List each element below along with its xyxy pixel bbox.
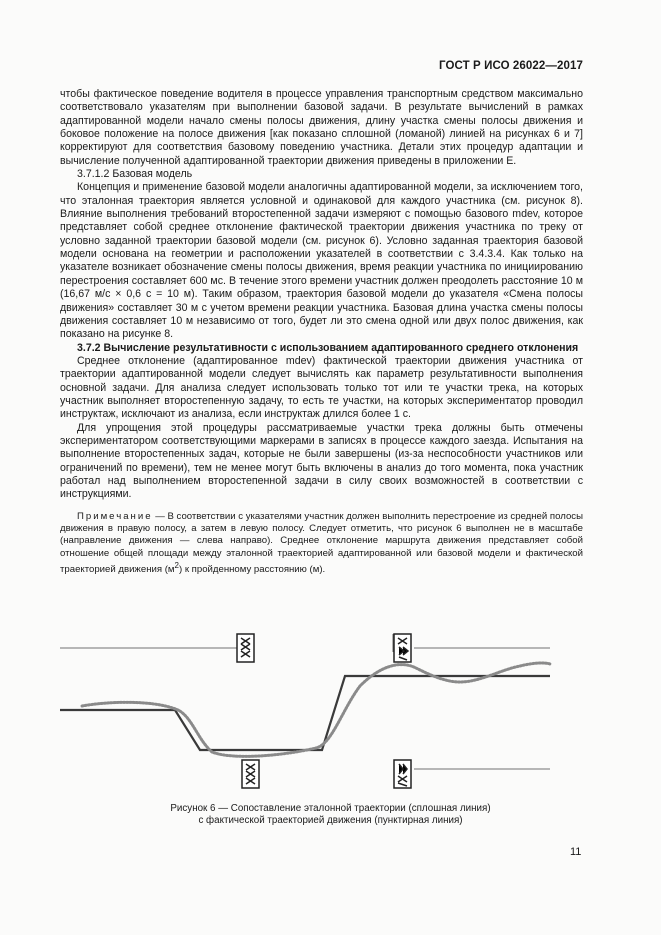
- sign-top-right: [393, 634, 550, 662]
- paragraph-mean-deviation: Среднее отклонение (адаптированное mdev) фактической траектории движения участника от траектории адаптированной модели следует вычислять как параметр результативности выполнения основной задачи. Для анализа следует использовать только тот или те участки трека, на которых участник выполняет второстепенную задачу, то есть те участки, на которых экспериментатор проводил инструктаж, исключают из анализа, если инструктаж длился более 1 с.: [60, 354, 583, 421]
- sign-bottom-left: [242, 760, 259, 788]
- note-text-a: В соответствии с указателями участник должен выполнить перестроение из средней полосы движения в правую полосу, а затем в левую полосу. Следует отметить, что рисунок 6 выполнен не в масштабе (направление движения — слева направо). Среднее отклонение маршрута движения представляет собой отношение общей площади между эталонной траекторией адаптированной или базовой модели и фактической траекторией движения (м: [60, 510, 583, 576]
- note-dash: —: [152, 510, 168, 522]
- caption-line-2: с фактической траекторией движения (пунктирная линия): [198, 815, 463, 827]
- figure-caption: [0, 803, 661, 828]
- figure-6-trajectory-diagram: [60, 630, 600, 810]
- body-text: [60, 88, 583, 577]
- section-heading-372: 3.7.2 Вычисление результативности с использованием адаптированного среднего отклонения: [77, 341, 579, 354]
- caption-line-1: Рисунок 6 — Сопоставление эталонной траектории (сплошная линия): [170, 803, 491, 814]
- page-number: 11: [570, 846, 582, 858]
- paragraph-procedure: Для упрощения этой процедуры рассматриваемые участки трека должны быть отмечены экспериментатором соответствующими маркерами в записях в процессе каждого заезда. Испытания на выполнение второстепенных задач, которые не были завершены (из-за неспособности участников или ограничений по времени), тем не менее могут быть включены в анализ до того момента, пока участник работал над выполнением второстепенной задачи в силу своих возможностей в соответствии с инструкциями.: [60, 421, 583, 501]
- paragraph-basic-model: Концепция и применение базовой модели аналогичны адаптированной модели, за исключением того, что эталонная траектория является условной и одинаковой для каждого участника (см. рисунок 8). Влияние выполнения требований второстепенной задачи измеряют с помощью базового mdev, которое представляет собой среднее отклонение фактической траектории движения участника по треку от условно заданной траектории базовой модели (см. рисунок 6). Условно заданная траектория базовой модели основана на геометрии и расположении указателей в соответствии с 3.4.3.4. Как только на указателе возникает обозначение смены полосы движения, время реакции участника по инициированию перестроения составляет 600 мс. В течение этого времени участник должен преодолеть расстояние 10 м (16,67 м/с × 0,6 с = 10 м). Таким образом, траектория базовой модели до указателя «Смена полосы движения» составляет 30 м с учетом времени реакции участника. Базовая длина участка смены полосы движения составляет 10 м независимо от того, будет ли это смена одной или двух полос движения, как показано на рисунке 8.: [60, 181, 583, 341]
- sign-top-left: [60, 634, 254, 662]
- subsection-heading-basic-model: 3.7.1.2 Базовая модель: [77, 168, 193, 181]
- note-text-b: ) к пройденному расстоянию (м).: [178, 564, 326, 576]
- document-header: ГОСТ Р ИСО 26022—2017: [438, 60, 583, 72]
- note-label: Примечание: [77, 510, 153, 522]
- paragraph-continuation: чтобы фактическое поведение водителя в процессе управления транспортным средством максимально соответствовало указателям при выполнении базовой задачи. В результате вычислений в рамках адаптированной модели начало смены полосы движения, длину участка смены полосы движения и боковое положение на полосе движения [как показано сплошной (ломаной) линией на рисунках 6 и 7] корректируют для соответствия базовому поведению участника. Детали этих процедур адаптации и вычисление полученной адаптированной траектории движения приведены в приложении Е.: [60, 88, 583, 167]
- reference-trajectory-line: [60, 676, 550, 750]
- note-superscript: 2: [174, 561, 179, 571]
- note-paragraph: [60, 511, 583, 577]
- sign-bottom-right: [394, 760, 550, 788]
